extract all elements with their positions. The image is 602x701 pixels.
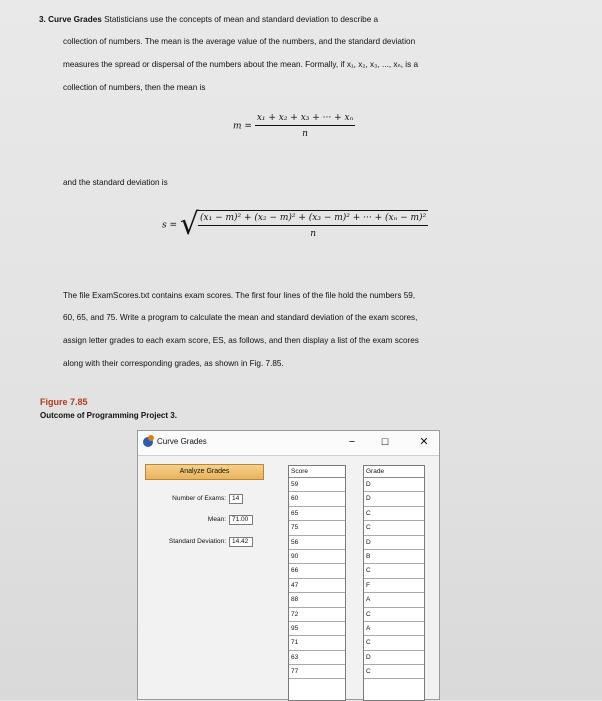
para2-line-3: assign letter grades to each exam score, ES, as follows, and then display a list of the exam scores bbox=[63, 336, 419, 345]
score-row[interactable]: 75 bbox=[289, 521, 345, 535]
mean-formula bbox=[233, 113, 355, 139]
score-row[interactable]: 71 bbox=[289, 636, 345, 650]
score-row[interactable]: 88 bbox=[289, 593, 345, 607]
score-row[interactable]: 95 bbox=[289, 622, 345, 636]
score-row[interactable]: 59 bbox=[289, 478, 345, 492]
mean-symbol: m = bbox=[233, 121, 252, 132]
problem-line-3: measures the spread or dispersal of the numbers about the mean. Formally, if x₁, x₂, x₃, ..., xₙ, is a bbox=[63, 60, 419, 69]
score-row[interactable]: 60 bbox=[289, 492, 345, 506]
analyze-grades-button[interactable]: Analyze Grades bbox=[145, 464, 264, 480]
para2-line-2: 60, 65, and 75. Write a program to calculate the mean and standard deviation of the exam scores, bbox=[63, 313, 418, 322]
score-header: Score bbox=[289, 466, 345, 478]
window-title: Curve Grades bbox=[157, 437, 207, 446]
grade-row[interactable]: C bbox=[364, 636, 424, 650]
score-row[interactable]: 77 bbox=[289, 665, 345, 679]
mean-label: Mean: bbox=[207, 516, 226, 523]
problem-line-2: collection of numbers. The mean is the average value of the numbers, and the standard deviation bbox=[63, 37, 416, 46]
app-icon bbox=[143, 437, 153, 447]
grade-row[interactable]: D bbox=[364, 492, 424, 506]
sd-intro: and the standard deviation is bbox=[63, 178, 168, 187]
grade-row[interactable]: C bbox=[364, 521, 424, 535]
problem-title: Curve Grades bbox=[48, 15, 102, 24]
score-row[interactable]: 72 bbox=[289, 608, 345, 622]
figure-caption: Outcome of Programming Project 3. bbox=[40, 411, 177, 420]
grade-row[interactable]: B bbox=[364, 550, 424, 564]
score-list[interactable] bbox=[288, 465, 346, 701]
score-row[interactable]: 65 bbox=[289, 507, 345, 521]
problem-number: 3. bbox=[39, 15, 46, 24]
grade-row[interactable]: C bbox=[364, 564, 424, 578]
figure-label: Figure 7.85 bbox=[40, 397, 88, 407]
mean-denominator: n bbox=[302, 129, 308, 139]
sd-numerator: (x₁ − m)² + (x₂ − m)² + (x₃ − m)² + ··· + (xₙ − m)² bbox=[198, 213, 428, 226]
grade-row[interactable]: C bbox=[364, 507, 424, 521]
count-value: 14 bbox=[229, 494, 243, 504]
grade-row[interactable]: D bbox=[364, 651, 424, 665]
para2-line-1: The file ExamScores.txt contains exam scores. The first four lines of the file hold the numbers 59, bbox=[63, 291, 416, 300]
score-row[interactable]: 47 bbox=[289, 579, 345, 593]
curve-grades-window bbox=[137, 430, 440, 700]
grade-row[interactable]: C bbox=[364, 608, 424, 622]
grade-list[interactable] bbox=[363, 465, 425, 701]
mean-numerator: x₁ + x₂ + x₃ + ··· + xₙ bbox=[255, 113, 355, 126]
grade-row[interactable]: C bbox=[364, 665, 424, 679]
sd-denominator: n bbox=[310, 229, 316, 239]
title-bar[interactable] bbox=[138, 431, 439, 456]
mean-value: 71.00 bbox=[229, 515, 253, 525]
sd-value: 14.42 bbox=[229, 537, 253, 547]
grade-row[interactable]: A bbox=[364, 593, 424, 607]
score-row[interactable]: 90 bbox=[289, 550, 345, 564]
close-button[interactable]: ✕ bbox=[419, 436, 429, 448]
score-row[interactable]: 63 bbox=[289, 651, 345, 665]
sd-label: Standard Deviation: bbox=[168, 538, 226, 545]
problem-line-4: collection of numbers, then the mean is bbox=[63, 83, 206, 92]
minimize-button[interactable]: − bbox=[348, 436, 356, 448]
grade-row[interactable]: D bbox=[364, 536, 424, 550]
para2-line-4: along with their corresponding grades, as shown in Fig. 7.85. bbox=[63, 359, 284, 368]
problem-line-1: Statisticians use the concepts of mean and standard deviation to describe a bbox=[104, 15, 379, 24]
grade-header: Grade bbox=[364, 466, 424, 478]
grade-row[interactable]: A bbox=[364, 622, 424, 636]
maximize-button[interactable]: ☐ bbox=[380, 437, 390, 447]
score-row[interactable]: 56 bbox=[289, 536, 345, 550]
grade-row[interactable]: F bbox=[364, 579, 424, 593]
count-label: Number of Exams: bbox=[172, 495, 226, 502]
grade-row[interactable]: D bbox=[364, 478, 424, 492]
sd-formula bbox=[162, 207, 428, 242]
radical-sign: √ bbox=[179, 207, 200, 242]
sd-symbol: s = bbox=[162, 220, 178, 231]
score-row[interactable]: 66 bbox=[289, 564, 345, 578]
